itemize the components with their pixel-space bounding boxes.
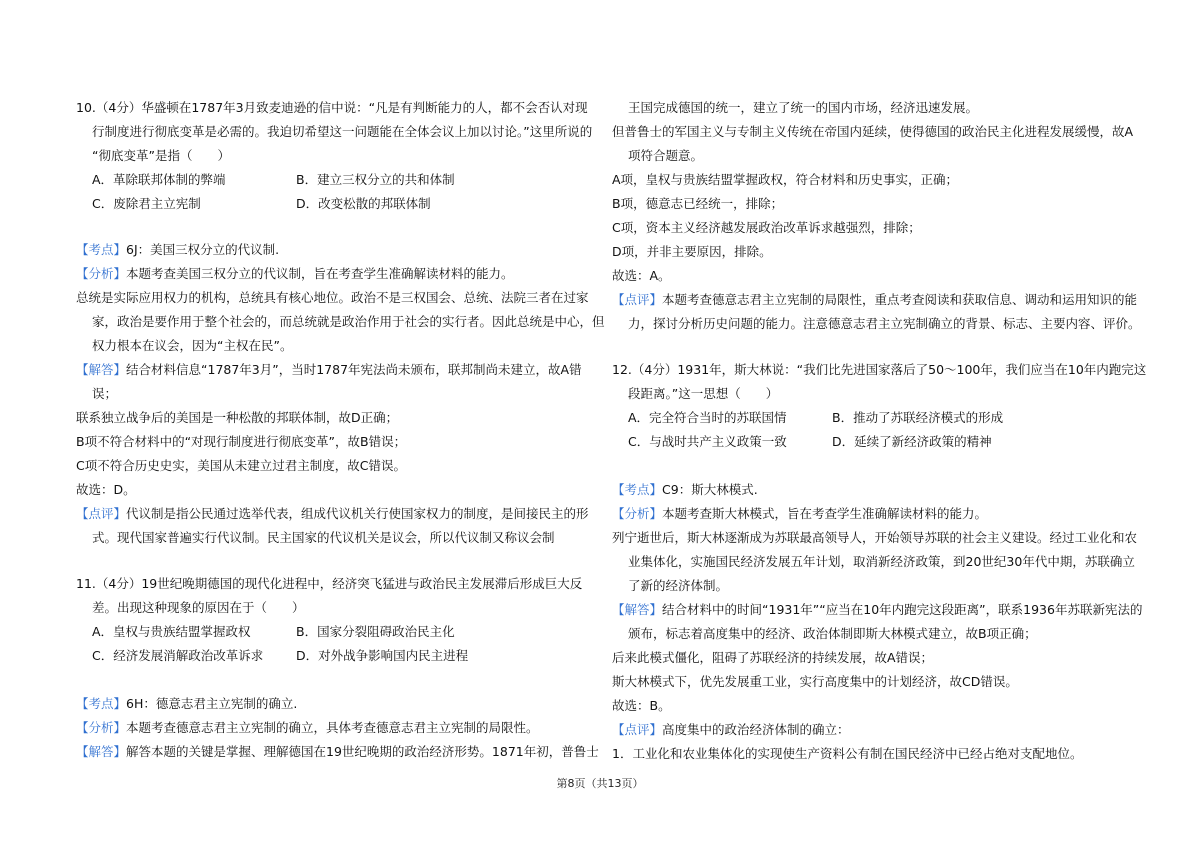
line-text: 6J：美国三权分立的代议制.: [126, 242, 280, 257]
section-tag: 【分析】: [76, 720, 127, 735]
text-line: [76, 720, 539, 736]
section-tag: 【点评】: [612, 722, 663, 737]
text-line: [76, 506, 589, 522]
section-tag: 【考点】: [76, 242, 127, 257]
text-line: [612, 292, 1137, 308]
text-line: [612, 196, 783, 212]
line-text: 本题考查美国三权分立的代议制，旨在考查学生准确解读材料的能力。: [126, 266, 514, 281]
text-line: [76, 290, 589, 306]
line-text: 业集体化，实施国民经济发展五年计划，取消新经济政策，到20世纪30年代中期，苏联确立: [628, 554, 1135, 569]
line-text: 王国完成德国的统一，建立了统一的国内市场，经济迅速发展。: [628, 100, 979, 115]
line-text: 高度集中的政治经济体制的确立：: [662, 722, 850, 737]
text-line: [296, 172, 455, 188]
line-text: B．国家分裂阻碍政治民主化: [296, 624, 455, 639]
line-text: D．改变松散的邦联体制: [296, 196, 431, 211]
section-tag: 【考点】: [612, 482, 663, 497]
text-line: [612, 530, 1137, 546]
line-text: 故选：D。: [76, 482, 136, 497]
line-text: B项不符合材料中的“对现行制度进行彻底变革”，故B错误；: [76, 434, 407, 449]
text-line: [612, 362, 1146, 378]
text-line: [628, 100, 978, 116]
line-text: 式。现代国家普遍实行代议制。民主国家的代议机关是议会，所以代议制又称议会制: [92, 530, 555, 545]
right-column: [600, 0, 1200, 848]
line-text: 解答本题的关键是掌握、理解德国在19世纪晚期的政治经济形势。1871年初，普鲁士: [126, 744, 599, 759]
text-line: [612, 650, 933, 666]
section-tag: 【点评】: [612, 292, 663, 307]
text-line: [296, 196, 431, 212]
text-line: [628, 148, 703, 164]
section-tag: 【考点】: [76, 696, 127, 711]
text-line: [92, 530, 555, 546]
line-text: 本题考查德意志君主立宪制的局限性，重点考查阅读和获取信息、调动和运用知识的能: [662, 292, 1138, 307]
text-line: [612, 722, 850, 738]
line-text: 故选：A。: [612, 268, 671, 283]
line-text: 故选：B。: [612, 698, 671, 713]
text-line: [832, 434, 992, 450]
text-line: [92, 196, 201, 212]
text-line: [628, 578, 728, 594]
line-text: A项，皇权与贵族结盟掌握政权，符合材料和历史事实，正确；: [612, 172, 959, 187]
line-text: A．革除联邦体制的弊端: [92, 172, 226, 187]
text-line: [92, 148, 230, 164]
line-text: 联系独立战争后的美国是一种松散的邦联体制，故D正确；: [76, 410, 399, 425]
text-line: [612, 268, 671, 284]
text-line: [76, 242, 279, 258]
line-text: B．推动了苏联经济模式的形成: [832, 410, 1004, 425]
line-text: C9：斯大林模式.: [662, 482, 758, 497]
line-text: 行制度进行彻底变革是必需的。我迫切希望这一问题能在全体会议上加以讨论。”这里所说的: [92, 124, 593, 139]
section-tag: 【解答】: [612, 602, 663, 617]
line-text: C项不符合历史史实，美国从未建立过君主制度，故C错误。: [76, 458, 406, 473]
text-line: [612, 602, 1142, 618]
section-tag: 【解答】: [76, 744, 127, 759]
line-text: 颁布，标志着高度集中的经济、政治体制即斯大林模式建立，故B项正确；: [628, 626, 1037, 641]
line-text: 代议制是指公民通过选举代表，组成代议机关行使国家权力的制度，是间接民主的形: [126, 506, 589, 521]
line-text: 斯大林模式下，优先发展重工业，实行高度集中的计划经济，故CD错误。: [612, 674, 1018, 689]
text-line: [76, 100, 588, 116]
text-line: [628, 316, 1141, 332]
text-line: [92, 600, 305, 616]
text-line: [76, 576, 582, 592]
line-text: B项，德意志已经统一，排除；: [612, 196, 784, 211]
line-text: 了新的经济体制。: [628, 578, 729, 593]
line-text: 力，探讨分析历史问题的能力。注意德意志君主立宪制确立的背景、标志、主要内容、评价。: [628, 316, 1141, 331]
line-text: 家，政治是要作用于整个社会的，而总统就是政治作用于社会的实行者。因此总统是中心，但: [92, 314, 605, 329]
text-line: [92, 386, 117, 402]
text-line: [612, 674, 1018, 690]
text-line: [296, 624, 455, 640]
line-text: D．延续了新经济政策的精神: [832, 434, 992, 449]
text-line: [76, 458, 406, 474]
line-text: 后来此模式僵化，阻碍了苏联经济的持续发展，故A错误；: [612, 650, 934, 665]
section-tag: 【分析】: [612, 506, 663, 521]
line-text: A．完全符合当时的苏联国情: [628, 410, 787, 425]
text-line: [612, 172, 958, 188]
line-text: C．废除君主立宪制: [92, 196, 201, 211]
line-text: 1．工业化和农业集体化的实现使生产资料公有制在国民经济中已经占绝对支配地位。: [612, 746, 1083, 761]
text-line: [832, 410, 1003, 426]
line-text: C．与战时共产主义政策一致: [628, 434, 787, 449]
text-line: [612, 698, 671, 714]
text-line: [612, 124, 1133, 140]
line-text: 但普鲁士的军国主义与专制主义传统在帝国内延续，使得德国的政治民主化进程发展缓慢，故A: [612, 124, 1134, 139]
text-line: [612, 244, 772, 260]
text-line: [92, 624, 251, 640]
line-text: 结合材料信息“1787年3月”，当时1787年宪法尚未颁布，联邦制尚未建立，故A错: [126, 362, 582, 377]
line-text: 结合材料中的时间“1931年”“应当在10年内跑完这段距离”，联系1936年苏联新宪法的: [662, 602, 1143, 617]
text-line: [92, 314, 605, 330]
text-line: [628, 554, 1135, 570]
line-text: 11.（4分）19世纪晚期德国的现代化进程中，经济突飞猛进与政治民主发展滞后形成巨大反: [76, 576, 583, 591]
line-text: 段距离。”这一思想（ ）: [628, 386, 779, 401]
line-text: 6H：德意志君主立宪制的确立.: [126, 696, 298, 711]
line-text: C．经济发展消解政治改革诉求: [92, 648, 264, 663]
line-text: “彻底变革”是指（ ）: [92, 148, 230, 163]
section-tag: 【分析】: [76, 266, 127, 281]
text-line: [92, 648, 263, 664]
page-footer: 第8页（共13页）: [556, 777, 644, 790]
text-line: [76, 696, 297, 712]
text-line: [628, 434, 787, 450]
text-line: [92, 124, 592, 140]
text-line: [628, 386, 778, 402]
line-text: 权力根本在议会，因为“主权在民”。: [92, 338, 293, 353]
text-line: [612, 506, 987, 522]
line-text: 本题考查斯大林模式，旨在考查学生准确解读材料的能力。: [662, 506, 988, 521]
text-line: [628, 410, 787, 426]
section-tag: 【解答】: [76, 362, 127, 377]
text-line: [92, 172, 226, 188]
line-text: B．建立三权分立的共和体制: [296, 172, 455, 187]
text-line: [612, 220, 921, 236]
line-text: D．对外战争影响国内民主进程: [296, 648, 469, 663]
text-line: [76, 434, 406, 450]
line-text: 项符合题意。: [628, 148, 704, 163]
text-line: [296, 648, 468, 664]
text-line: [92, 338, 292, 354]
line-text: A．皇权与贵族结盟掌握政权: [92, 624, 251, 639]
line-text: 误；: [92, 386, 118, 401]
line-text: 差。出现这种现象的原因在于（ ）: [92, 600, 305, 615]
line-text: 10.（4分）华盛顿在1787年3月致麦迪逊的信中说：“凡是有判断能力的人，都不会否认对现: [76, 100, 588, 115]
text-line: [612, 482, 758, 498]
text-line: [76, 410, 398, 426]
line-text: C项，资本主义经济越发展政治改革诉求越强烈，排除；: [612, 220, 921, 235]
text-line: [612, 746, 1082, 762]
line-text: D项，并非主要原因，排除。: [612, 244, 772, 259]
line-text: 12.（4分）1931年，斯大林说：“我们比先进国家落后了50～100年，我们应当在10年内跑完这: [612, 362, 1147, 377]
text-line: [76, 482, 136, 498]
text-line: [76, 744, 599, 760]
line-text: 列宁逝世后，斯大林逐渐成为苏联最高领导人，开始领导苏联的社会主义建设。经过工业化和农: [612, 530, 1138, 545]
text-line: [628, 626, 1037, 642]
line-text: 总统是实际应用权力的机构，总统具有核心地位。政治不是三权国会、总统、法院三者在过家: [76, 290, 589, 305]
section-tag: 【点评】: [76, 506, 127, 521]
line-text: 本题考查德意志君主立宪制的确立，具体考查德意志君主立宪制的局限性。: [126, 720, 539, 735]
text-line: [76, 362, 582, 378]
text-line: [76, 266, 514, 282]
